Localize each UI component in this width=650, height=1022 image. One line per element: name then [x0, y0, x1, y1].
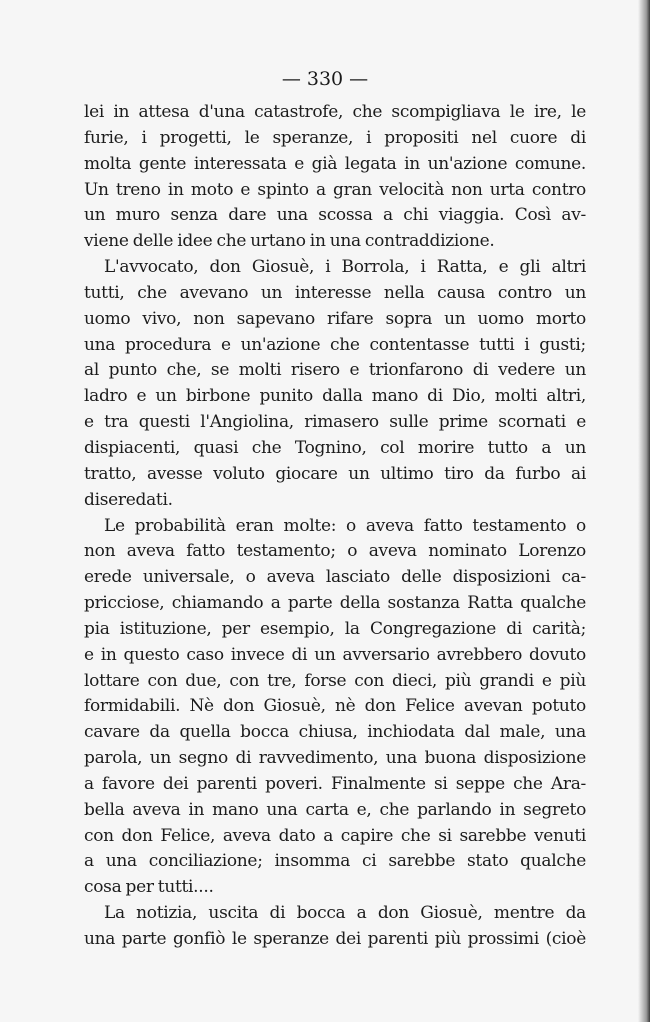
text-line: Le probabilità eran molte: o aveva fatto testamento o: [104, 515, 586, 536]
text-line: a una conciliazione; insomma ci sarebbe stato qualche: [84, 851, 586, 872]
text-line: furie, i progetti, le speranze, i propositi nel cuore di: [84, 127, 586, 148]
text-line: bella aveva in mano una carta e, che parlando in segreto: [84, 799, 586, 820]
text-line: una procedura e un'azione che contentasse tutti i gusti;: [84, 334, 586, 355]
text-line: non aveva fatto testamento; o aveva nominato Lorenzo: [84, 541, 586, 562]
text-line: una parte gonfiò le speranze dei parenti più prossimi (cioè: [84, 929, 586, 949]
page-number: — 330 —: [281, 68, 369, 90]
text-line: tratto, avesse voluto giocare un ultimo tiro da furbo ai: [84, 463, 586, 484]
text-line: viene delle idee che urtano in una contraddizione.: [84, 231, 495, 252]
text-line: lei in attesa d'una catastrofe, che scompigliava le ire, le: [84, 102, 586, 122]
text-line: un muro senza dare una scossa a chi viaggia. Così av-: [84, 205, 586, 226]
page-text: [84, 100, 586, 953]
text-line: diseredati.: [84, 489, 173, 510]
text-line: pia istituzione, per esempio, la Congregazione di carità;: [84, 618, 586, 639]
text-line: ladro e un birbone punito dalla mano di Dio, molti altri,: [84, 386, 586, 407]
text-line: lottare con due, con tre, forse con dieci, più grandi e più: [84, 670, 586, 691]
text-line: con don Felice, aveva dato a capire che si sarebbe venuti: [84, 825, 586, 846]
text-line: e in questo caso invece di un avversario avrebbero dovuto: [84, 644, 586, 665]
page-edge-shadow: [638, 0, 650, 1022]
text-line: molta gente interessata e già legata in un'azione comune.: [84, 153, 586, 174]
text-line: uomo vivo, non sapevano rifare sopra un uomo morto: [84, 308, 586, 329]
text-line: dispiacenti, quasi che Tognino, col morire tutto a un: [84, 437, 586, 458]
text-line: pricciose, chiamando a parte della sostanza Ratta qualche: [84, 593, 586, 614]
text-line: La notizia, uscita di bocca a don Giosuè, mentre da: [104, 903, 586, 924]
text-line: L'avvocato, don Giosuè, i Borrola, i Ratta, e gli altri: [104, 257, 586, 278]
text-line: parola, un segno di ravvedimento, una buona disposizione: [84, 748, 586, 769]
text-line: al punto che, se molti risero e trionfarono di vedere un: [84, 360, 586, 381]
text-line: erede universale, o aveva lasciato delle disposizioni ca-: [84, 567, 586, 588]
text-line: formidabili. Nè don Giosuè, nè don Felice avevan potuto: [84, 696, 586, 717]
text-line: Un treno in moto e spinto a gran velocità non urta contro: [84, 179, 586, 200]
text-line: tutti, che avevano un interesse nella causa contro un: [84, 282, 586, 303]
text-line: cavare da quella bocca chiusa, inchiodata dal male, una: [84, 722, 586, 743]
text-line: cosa per tutti....: [84, 877, 214, 898]
text-line: e tra questi l'Angiolina, rimasero sulle prime scornati e: [84, 412, 586, 433]
text-line: a favore dei parenti poveri. Finalmente si seppe che Ara-: [84, 773, 586, 794]
